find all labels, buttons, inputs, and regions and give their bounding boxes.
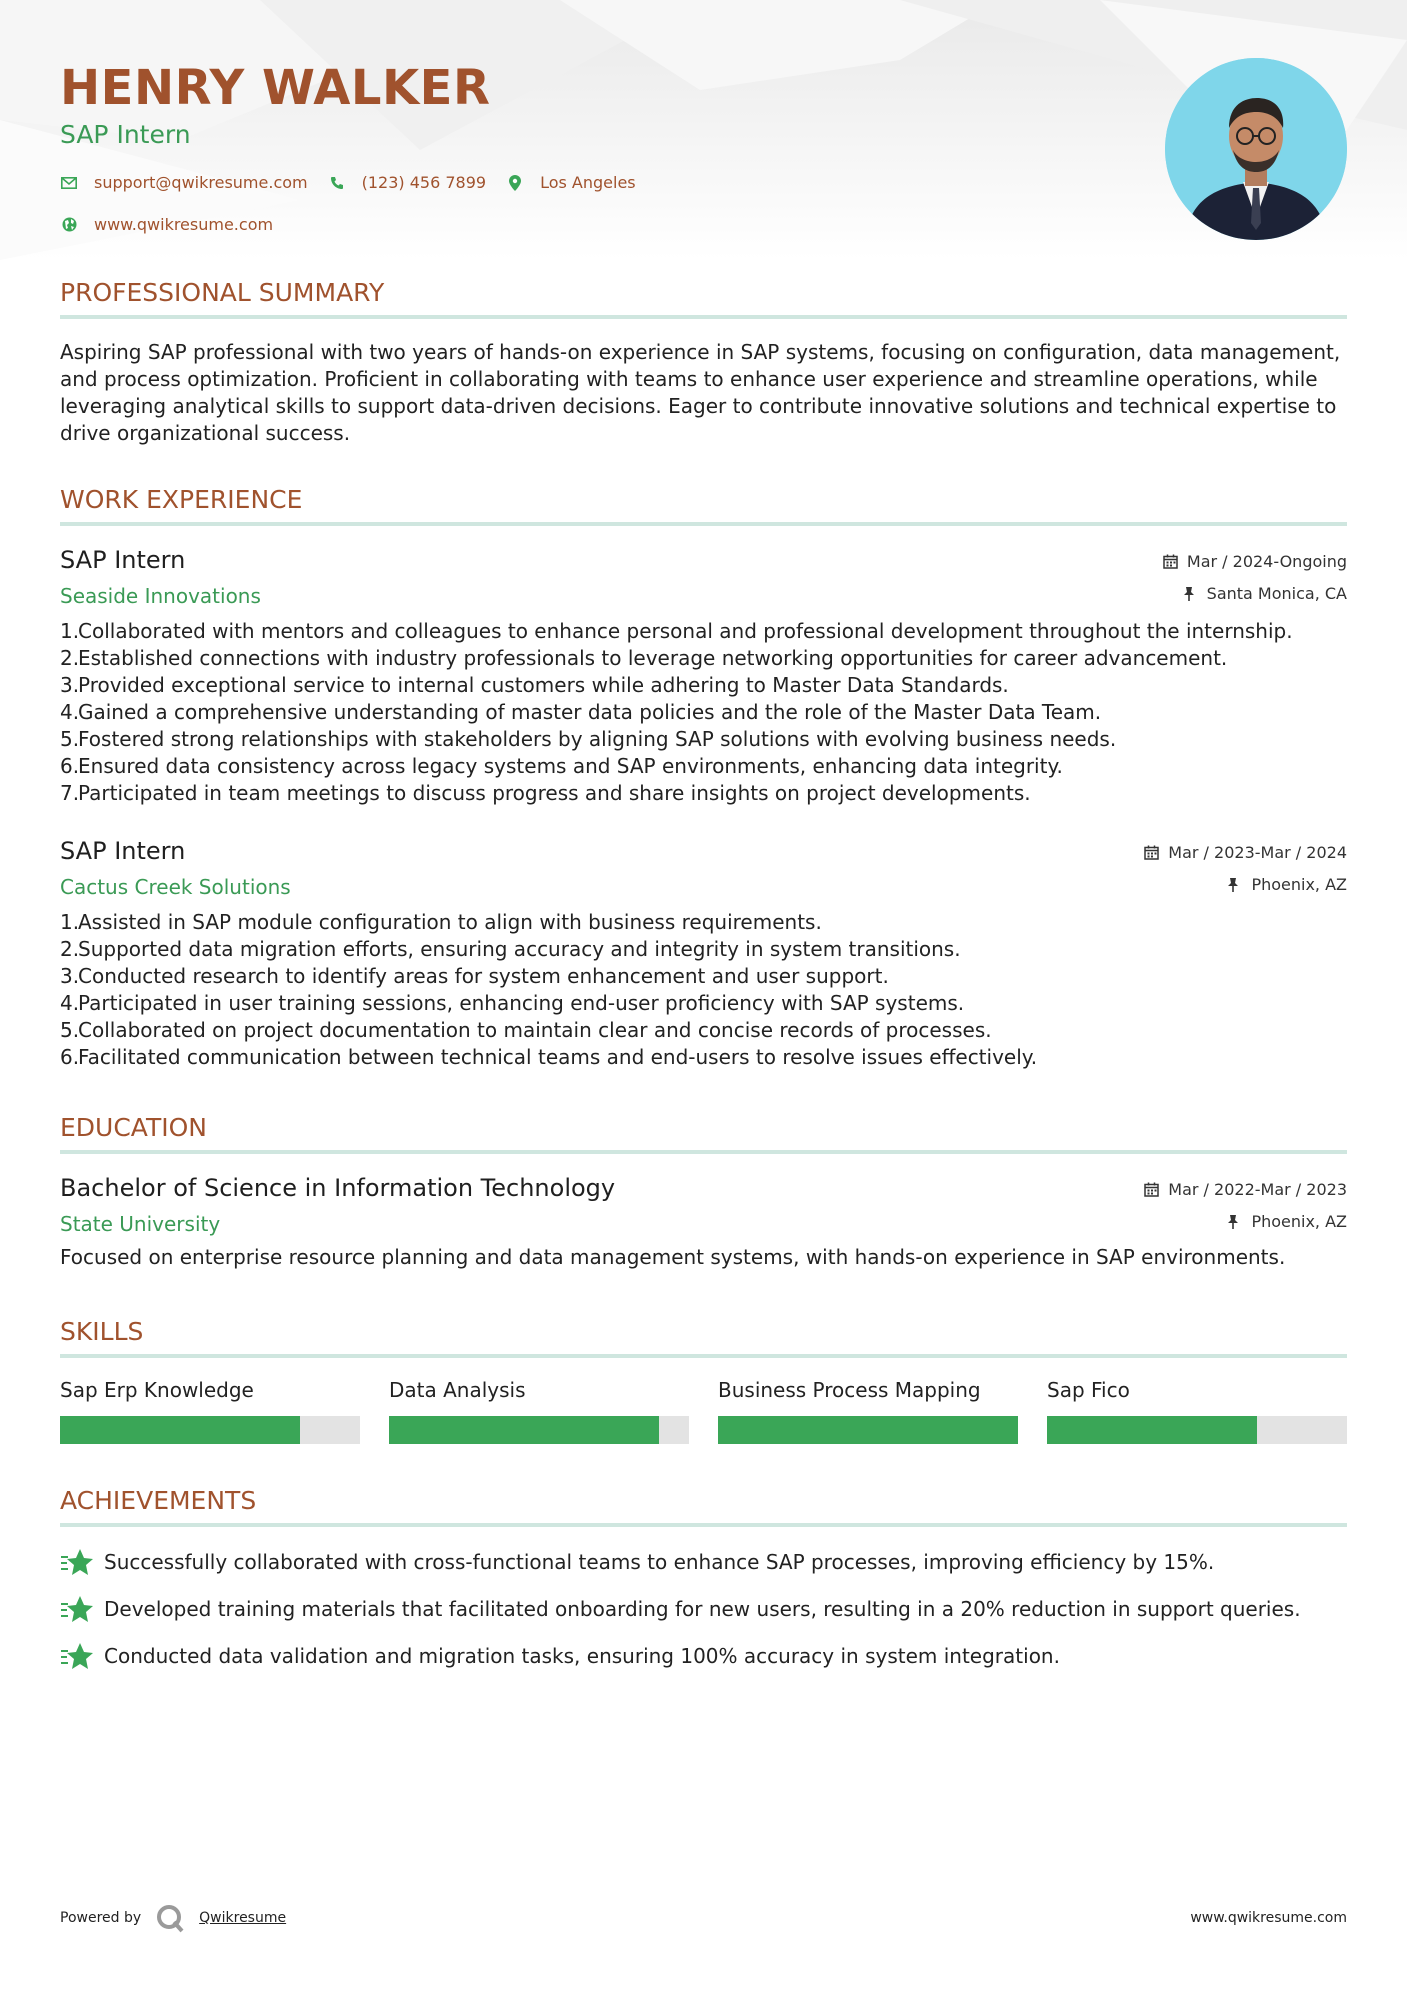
job-date — [1144, 843, 1347, 862]
achievement-item — [60, 1641, 1347, 1671]
candidate-name: HENRY WALKER — [60, 60, 491, 116]
summary-heading: PROFESSIONAL SUMMARY — [60, 278, 1347, 319]
job-company: Cactus Creek Solutions — [60, 875, 291, 899]
list-item: 7. Participated in team meetings to discuss progress and share insights on project developments. — [60, 781, 1031, 805]
education-heading: EDUCATION — [60, 1113, 1347, 1154]
skill-fill — [389, 1416, 659, 1444]
list-item: 5. Collaborated on project documentation to maintain clear and concise records of processes. — [60, 1018, 992, 1042]
list-item: 1. Assisted in SAP module configuration to align with business requirements. — [60, 910, 822, 934]
candidate-role: SAP Intern — [60, 120, 191, 149]
profile-photo — [1165, 58, 1347, 240]
education-description: Focused on enterprise resource planning and data management systems, with hands-on experience in SAP environments. — [60, 1245, 1286, 1269]
job-location-text: Phoenix, AZ — [1251, 875, 1347, 894]
pushpin-icon — [1183, 586, 1199, 602]
summary-text: Aspiring SAP professional with two years of hands-on experience in SAP systems, focusing on configuration, data management, and process optimization. Proficient in collaborating with teams to enhance user experience and streamline operations, while leveraging analytical skills to support data-driven decisions. Eager to contribute innovative solutions and technical expertise to drive organizational success. — [60, 340, 1341, 445]
skills-heading: SKILLS — [60, 1317, 1347, 1358]
experience-heading: WORK EXPERIENCE — [60, 485, 1347, 526]
list-item: 4. Participated in user training sessions, enhancing end-user proficiency with SAP systems. — [60, 991, 965, 1015]
map-pin-icon — [506, 174, 524, 192]
qwikresume-link[interactable]: Qwikresume — [199, 1910, 287, 1926]
skill-item — [1047, 1378, 1347, 1444]
skill-name: Sap Erp Knowledge — [60, 1378, 254, 1402]
pushpin-icon — [1227, 1214, 1243, 1230]
contact-email[interactable] — [60, 173, 308, 192]
education-date-text: Mar / 2022-Mar / 2023 — [1168, 1180, 1347, 1199]
phone-text: (123) 456 7899 — [361, 173, 487, 192]
powered-by-label: Powered by — [60, 1910, 142, 1926]
job-title: SAP Intern — [60, 837, 186, 865]
job-title: SAP Intern — [60, 546, 186, 574]
achievement-item — [60, 1594, 1347, 1624]
achievements-section — [60, 1486, 1347, 1671]
job-entry — [60, 837, 1347, 1071]
job-bullets — [60, 618, 1347, 807]
email-text: support@qwikresume.com — [94, 173, 308, 192]
phone-icon — [328, 174, 346, 192]
skill-fill — [1047, 1416, 1257, 1444]
contact-phone[interactable] — [328, 173, 486, 192]
achievements-heading: ACHIEVEMENTS — [60, 1486, 1347, 1527]
calendar-icon — [1144, 1182, 1160, 1198]
resume-header — [60, 0, 1347, 270]
globe-icon — [60, 216, 78, 234]
skill-name: Sap Fico — [1047, 1378, 1130, 1402]
skill-bar — [60, 1416, 360, 1444]
calendar-icon — [1144, 845, 1160, 861]
skill-name: Data Analysis — [389, 1378, 526, 1402]
skill-fill — [718, 1416, 1018, 1444]
footer-website[interactable]: www.qwikresume.com — [1190, 1910, 1347, 1926]
job-location — [1227, 875, 1347, 894]
skill-bar — [389, 1416, 689, 1444]
star-award-icon — [60, 1547, 94, 1577]
skills-list — [60, 1378, 1347, 1444]
education-date — [1144, 1180, 1347, 1199]
list-item: 1. Collaborated with mentors and colleagues to enhance personal and professional development throughout the internship. — [60, 619, 1293, 643]
school-name: State University — [60, 1212, 221, 1236]
job-company: Seaside Innovations — [60, 584, 261, 608]
contact-website[interactable] — [60, 215, 273, 234]
education-location — [1227, 1212, 1347, 1231]
experience-section — [60, 485, 1347, 1071]
summary-section — [60, 278, 1347, 447]
skill-item — [718, 1378, 1018, 1444]
contact-row-primary — [60, 173, 656, 192]
skill-name: Business Process Mapping — [718, 1378, 981, 1402]
achievement-item — [60, 1547, 1347, 1577]
job-date — [1163, 552, 1347, 571]
job-location-text: Santa Monica, CA — [1206, 584, 1347, 603]
list-item: 5. Fostered strong relationships with stakeholders by aligning SAP solutions with evolving business needs. — [60, 727, 1117, 751]
contact-row-secondary — [60, 215, 293, 234]
job-entry — [60, 546, 1347, 807]
star-award-icon — [60, 1594, 94, 1624]
skill-item — [60, 1378, 360, 1444]
list-item: 3. Provided exceptional service to internal customers while adhering to Master Data Standards. — [60, 673, 1009, 697]
skills-section — [60, 1317, 1347, 1444]
page-footer — [60, 1898, 1347, 1938]
pushpin-icon — [1227, 877, 1243, 893]
achievement-text: Successfully collaborated with cross-functional teams to enhance SAP processes, improving efficiency by 15%. — [104, 1550, 1215, 1574]
achievement-text: Conducted data validation and migration tasks, ensuring 100% accuracy in system integration. — [104, 1644, 1060, 1668]
degree-title: Bachelor of Science in Information Technology — [60, 1174, 616, 1202]
website-text: www.qwikresume.com — [94, 215, 274, 234]
job-bullets — [60, 909, 1347, 1071]
skill-item — [389, 1378, 689, 1444]
education-section — [60, 1113, 1347, 1271]
skill-bar — [1047, 1416, 1347, 1444]
location-text: Los Angeles — [540, 173, 636, 192]
achievement-text: Developed training materials that facilitated onboarding for new users, resulting in a 20% reduction in support queries. — [104, 1597, 1301, 1621]
list-item: 6. Facilitated communication between technical teams and end-users to resolve issues effectively. — [60, 1045, 1038, 1069]
list-item: 3. Conducted research to identify areas for system enhancement and user support. — [60, 964, 889, 988]
education-location-text: Phoenix, AZ — [1251, 1212, 1347, 1231]
list-item: 6. Ensured data consistency across legacy systems and SAP environments, enhancing data integrity. — [60, 754, 1063, 778]
calendar-icon — [1163, 554, 1179, 570]
list-item: 4. Gained a comprehensive understanding of master data policies and the role of the Master Data Team. — [60, 700, 1102, 724]
star-award-icon — [60, 1641, 94, 1671]
list-item: 2. Established connections with industry professionals to leverage networking opportunities for career advancement. — [60, 646, 1228, 670]
skill-fill — [60, 1416, 300, 1444]
qwikresume-logo-icon — [155, 1903, 185, 1933]
envelope-icon — [60, 174, 78, 192]
job-location — [1183, 584, 1347, 603]
job-date-text: Mar / 2023-Mar / 2024 — [1168, 843, 1347, 862]
job-date-text: Mar / 2024-Ongoing — [1186, 552, 1347, 571]
skill-bar — [718, 1416, 1018, 1444]
list-item: 2. Supported data migration efforts, ensuring accuracy and integrity in system transitions. — [60, 937, 961, 961]
contact-location — [506, 173, 636, 192]
